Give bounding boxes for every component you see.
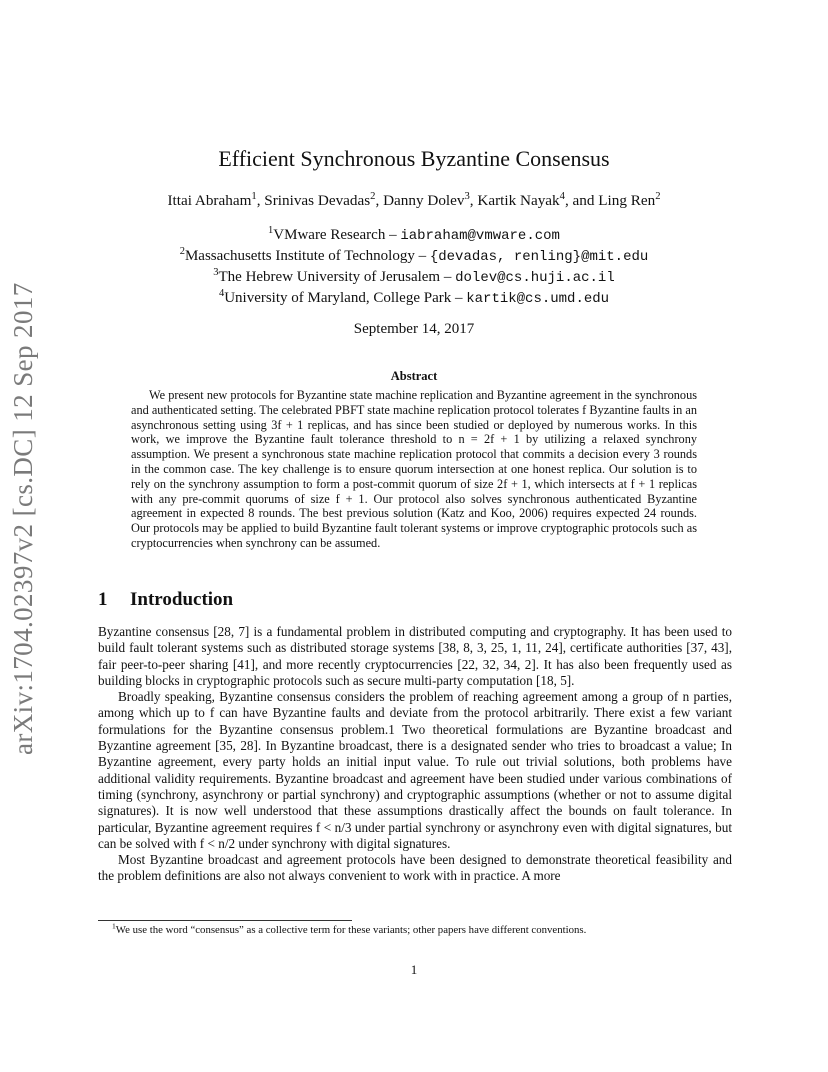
affiliation: $^4$University of Maryland, College Park – kartik@cs.umd.edu (218, 288, 610, 307)
page-number: 1 (410, 962, 418, 977)
section-title: Introduction (130, 589, 234, 610)
section-number: 1 (98, 589, 108, 610)
publication-date: September 14, 2017 (353, 321, 475, 337)
author: Kartik Nayak$^4$ (477, 190, 565, 209)
author-list: Ittai Abraham$^1$, Srinivas Devadas$^2$, Danny Dolev$^3$, Kartik Nayak$^4$, and Ling Ren$^2$ (167, 190, 661, 209)
section-heading (98, 589, 233, 611)
footnote: $^1$We use the word “consensus” as a collective term for these variants; other papers have different conventions. (112, 921, 587, 936)
author: Srinivas Devadas$^2$ (264, 190, 376, 209)
email: {devadas, renling}@mit.edu (429, 249, 649, 265)
affiliation: $^3$The Hebrew University of Jerusalem – dolev@cs.huji.ac.il (213, 267, 615, 286)
paragraph: Most Byzantine broadcast and agreement protocols have been designed to demonstrate theoretical feasibility and the problem definitions are also not always convenient to work with in practice. A more (98, 852, 732, 884)
paragraph: Byzantine consensus [28, 7] is a fundamental problem in distributed computing and cryptography. It has been used to build fault tolerant systems such as distributed storage systems [38, 8, 3, 25, 1, 11, 24], certificate authorities [37, 43], fair peer-to-peer sharing [41], and more recently cryptocurrencies [22, 32, 34, 2]. It has also been frequently used as building blocks in cryptographic protocols such as secure multi-party computation [18, 5]. (98, 624, 732, 688)
author: Ittai Abraham$^1$ (167, 190, 257, 209)
email: kartik@cs.umd.edu (466, 291, 610, 307)
abstract-heading: Abstract (390, 369, 438, 383)
abstract-text: We present new protocols for Byzantine state machine replication and Byzantine agreement in the synchronous and authenticated setting. The celebrated PBFT state machine replication protocol tolerates f Byzantine faults in an asynchronous setting using 3f + 1 replicas, and has since been studied or deployed by numerous works. In this work, we improve the Byzantine fault tolerance threshold to n = 2f + 1 by utilizing a relaxed synchrony assumption. We present a synchronous state machine replication protocol that commits a decision every 3 rounds in the common case. The key challenge is to ensure quorum intersection at one honest replica. Our solution is to rely on the synchrony assumption to form a post-commit quorum of size 2f + 1, which intersects at f + 1 replicas with any pre-commit quorums of size f + 1. Our protocol also solves synchronous authenticated Byzantine agreement in expected 8 rounds. The best previous solution (Katz and Koo, 2006) requires expected 24 rounds. Our protocols may be applied to build Byzantine fault tolerant systems or improve cryptographic protocols such as cryptocurrencies when synchrony can be assumed. (131, 388, 697, 550)
email: dolev@cs.huji.ac.il (455, 270, 615, 286)
author: Danny Dolev$^3$ (383, 190, 470, 209)
email: iabraham@vmware.com (400, 228, 560, 244)
footnote-divider (98, 920, 352, 921)
author: Ling Ren$^2$ (598, 190, 661, 209)
paper-title: Efficient Synchronous Byzantine Consensus (218, 146, 610, 171)
paragraph: Broadly speaking, Byzantine consensus considers the problem of reaching agreement among a group of n parties, among which up to f can have Byzantine faults and deviate from the protocol arbitrarily. There exist a few variant formulations for the Byzantine consensus problem.1 Two theoretical formulations are Byzantine broadcast and Byzantine agreement [35, 28]. In Byzantine broadcast, there is a designated sender who tries to broadcast a value; In Byzantine agreement, every party holds an initial input value. To rule out trivial solutions, both problems have additional validity requirements. Byzantine broadcast and agreement have been studied under various combinations of timing (synchrony, asynchrony or partial synchrony) and cryptographic assumptions (whether or not to assume digital signatures). It is now well understood that these assumptions drastically affect the bounds on fault tolerance. In particular, Byzantine agreement requires f < n/3 under partial synchrony or asynchrony even with digital signatures, but can be solved with f < n/2 under synchrony with digital signatures. (98, 689, 732, 851)
affiliation-list (0, 225, 828, 309)
body-text (98, 624, 732, 885)
affiliation: $^1$VMware Research – iabraham@vmware.com (268, 225, 560, 244)
affiliation: $^2$Massachusetts Institute of Technology – {devadas, renling}@mit.edu (179, 246, 649, 265)
